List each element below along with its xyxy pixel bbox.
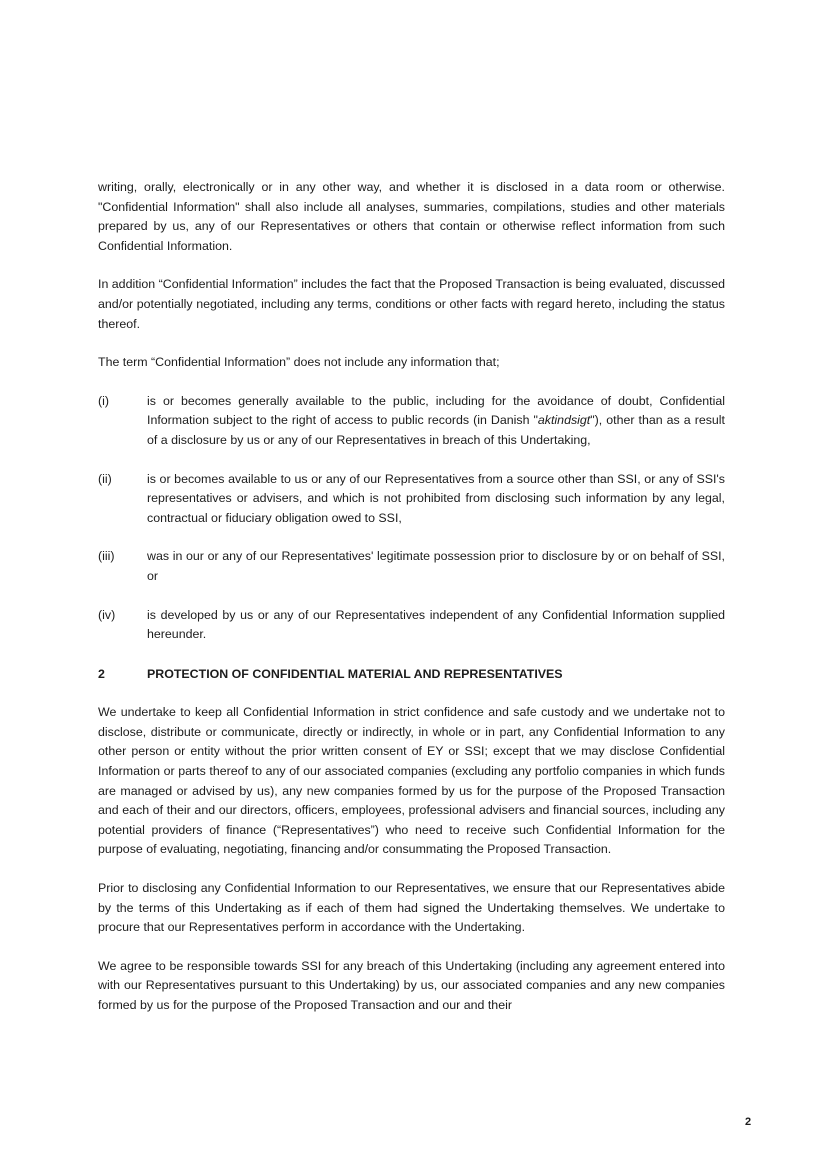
list-item-italic-term: aktindsigt	[537, 413, 591, 428]
list-item-iii	[98, 547, 725, 586]
list-item-text	[147, 392, 725, 451]
document-body	[98, 178, 725, 1035]
list-item-number: (iv)	[98, 607, 116, 622]
list-item-text: is or becomes available to us or any of our Representatives from a source other than SSI, or any of SSI's representatives or advisers, and which is not prohibited from disclosing such information by any legal, contractual or fiduciary obligation owed to SSI,	[147, 471, 725, 525]
list-item-ii	[98, 470, 725, 529]
list-item-text: is developed by us or any of our Representatives independent of any Confidential Information supplied hereunder.	[147, 607, 725, 642]
section-number: 2	[98, 666, 105, 681]
list-item-i	[98, 392, 725, 451]
list-item-number: (ii)	[98, 471, 112, 486]
list-item-text-part: is or becomes generally available to the public, including for the avoidance of doubt, Confidential Information subject to the right of access to public records (in Danish "	[147, 393, 725, 428]
list-item-number: (i)	[98, 393, 110, 408]
paragraph-exclusions-intro: The term “Confidential Information” does not include any information that;	[98, 355, 500, 370]
paragraph-responsibility: We agree to be responsible towards SSI for any breach of this Undertaking (including any agreement entered into with our Representatives pursuant to this Undertaking) by us, our associated companies and any new companies formed by us for the purpose of the Proposed Transaction and our and their	[98, 958, 725, 1012]
list-item-number: (iii)	[98, 549, 115, 564]
page-number: 2	[745, 1116, 752, 1128]
section-title: PROTECTION OF CONFIDENTIAL MATERIAL AND REPRESENTATIVES	[147, 666, 563, 681]
paragraph-confidential-definition: writing, orally, electronically or in any other way, and whether it is disclosed in a data room or otherwise. "Confidential Information" shall also include all analyses, summaries, compilations, studies and other materials prepared by us, any of our Representatives or others that contain or otherwise reflect information from such Confidential Information.	[98, 180, 725, 253]
list-item-text-part: "), other than as a result of a disclosure by us or any of our Representatives in breach of this Undertaking,	[147, 413, 725, 447]
paragraph-representatives-abide: Prior to disclosing any Confidential Information to our Representatives, we ensure that our Representatives abide by the terms of this Undertaking as if each of them had signed the Undertaking themselves. We undertake to procure that our Representatives perform in accordance with the Undertaking.	[98, 881, 725, 935]
paragraph-undertaking-confidence: We undertake to keep all Confidential Information in strict confidence and safe custody and we undertake not to disclose, distribute or communicate, directly or indirectly, in whole or in part, any Confidential Information to any other person or entity without the prior written consent of EY or SSI; except that we may disclose Confidential Information or parts thereof to any of our associated companies (excluding any portfolio companies in which funds are managed or advised by us), any new companies formed by us for the purpose of the Proposed Transaction and each of their and our directors, officers, employees, professional advisers and financial sources, including any potential providers of finance (“Representatives”) who need to receive such Confidential Information for the purpose of evaluating, negotiating, financing and/or consummating the Proposed Transaction.	[98, 705, 725, 857]
list-item-iv	[98, 606, 725, 645]
list-item-text: was in our or any of our Representatives' legitimate possession prior to disclosure by or on behalf of SSI, or	[147, 549, 725, 583]
section-heading	[98, 665, 725, 685]
paragraph-proposed-transaction: In addition “Confidential Information” includes the fact that the Proposed Transaction is being evaluated, discussed and/or potentially negotiated, including any terms, conditions or other facts with regard hereto, including the status thereof.	[98, 277, 725, 331]
